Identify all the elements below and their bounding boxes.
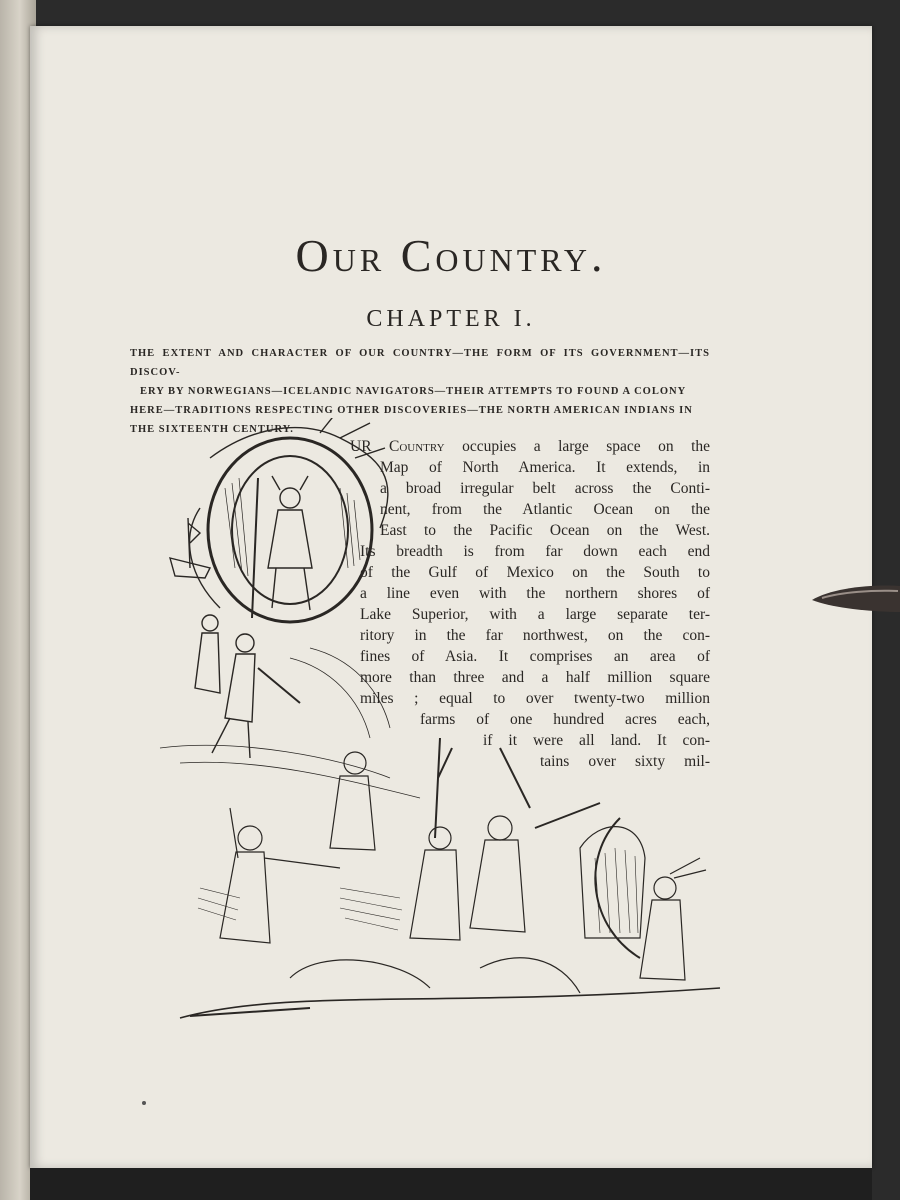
body-line: Map of North America. It extends, in bbox=[380, 459, 710, 476]
bow bbox=[595, 818, 640, 958]
body-line: of the Gulf of Mexico on the South to bbox=[360, 564, 710, 581]
table-surface bbox=[30, 1168, 872, 1200]
body-line: miles ; equal to over twenty-two million bbox=[360, 690, 710, 707]
body-line: farms of one hundred acres each, bbox=[420, 711, 710, 728]
body-line: tains over sixty mil- bbox=[540, 753, 710, 770]
sword bbox=[435, 738, 452, 838]
warrior-head bbox=[236, 634, 254, 652]
chapter-heading: CHAPTER I. bbox=[366, 306, 536, 332]
sword bbox=[500, 748, 530, 808]
pen-bookmark-icon bbox=[812, 578, 900, 618]
small-caps-word: Country bbox=[389, 438, 445, 455]
figure-head bbox=[429, 827, 451, 849]
body-line-1 bbox=[350, 436, 710, 457]
sword bbox=[535, 803, 600, 828]
drop-cap-continuation: UR bbox=[350, 438, 372, 455]
body-line: fines of Asia. It comprises an area of bbox=[360, 648, 710, 665]
book-page bbox=[30, 26, 872, 1168]
body-line: ritory in the far northwest, on the con- bbox=[360, 627, 710, 644]
sword bbox=[258, 668, 300, 703]
warrior-head bbox=[202, 615, 218, 631]
paper-speck bbox=[142, 1101, 146, 1105]
summary-line: THE SIXTEENTH CENTURY. bbox=[130, 424, 294, 435]
feathers bbox=[670, 858, 706, 878]
body-line: Lake Superior, with a large separate ter- bbox=[360, 606, 710, 623]
vine bbox=[190, 508, 220, 608]
line-rest: occupies a large space on the bbox=[462, 438, 711, 455]
viking-body bbox=[268, 510, 312, 568]
body-line: a broad irregular belt across the Conti- bbox=[380, 480, 710, 497]
archer-head bbox=[654, 877, 676, 899]
summary-line: HERE—TRADITIONS RESPECTING OTHER DISCOVERIES—THE NORTH AMERICAN INDIANS IN bbox=[130, 405, 693, 416]
figure-head bbox=[238, 826, 262, 850]
summary-line: THE EXTENT AND CHARACTER OF OUR COUNTRY—THE FORM OF ITS GOVERNMENT—ITS DISCOV- bbox=[130, 348, 710, 378]
summary-line: ERY BY NORWEGIANS—ICELANDIC NAVIGATORS—THEIR ATTEMPTS TO FOUND A COLONY bbox=[140, 386, 687, 397]
drop-cap-o-inner bbox=[232, 456, 348, 604]
body-line: nent, from the Atlantic Ocean on the bbox=[380, 501, 710, 518]
body-line: a line even with the northern shores of bbox=[360, 585, 710, 602]
body-line: East to the Pacific Ocean on the West. bbox=[380, 522, 710, 539]
body-line: more than three and a half million square bbox=[360, 669, 710, 686]
viking-spear bbox=[252, 478, 258, 618]
viking-head bbox=[280, 488, 300, 508]
body-line: if it were all land. It con- bbox=[483, 732, 710, 749]
shield bbox=[580, 827, 645, 938]
figure-head bbox=[488, 816, 512, 840]
page-title: Our Country. bbox=[295, 230, 607, 281]
figure-head bbox=[344, 752, 366, 774]
body-line: Its breadth is from far down each end bbox=[360, 543, 710, 560]
